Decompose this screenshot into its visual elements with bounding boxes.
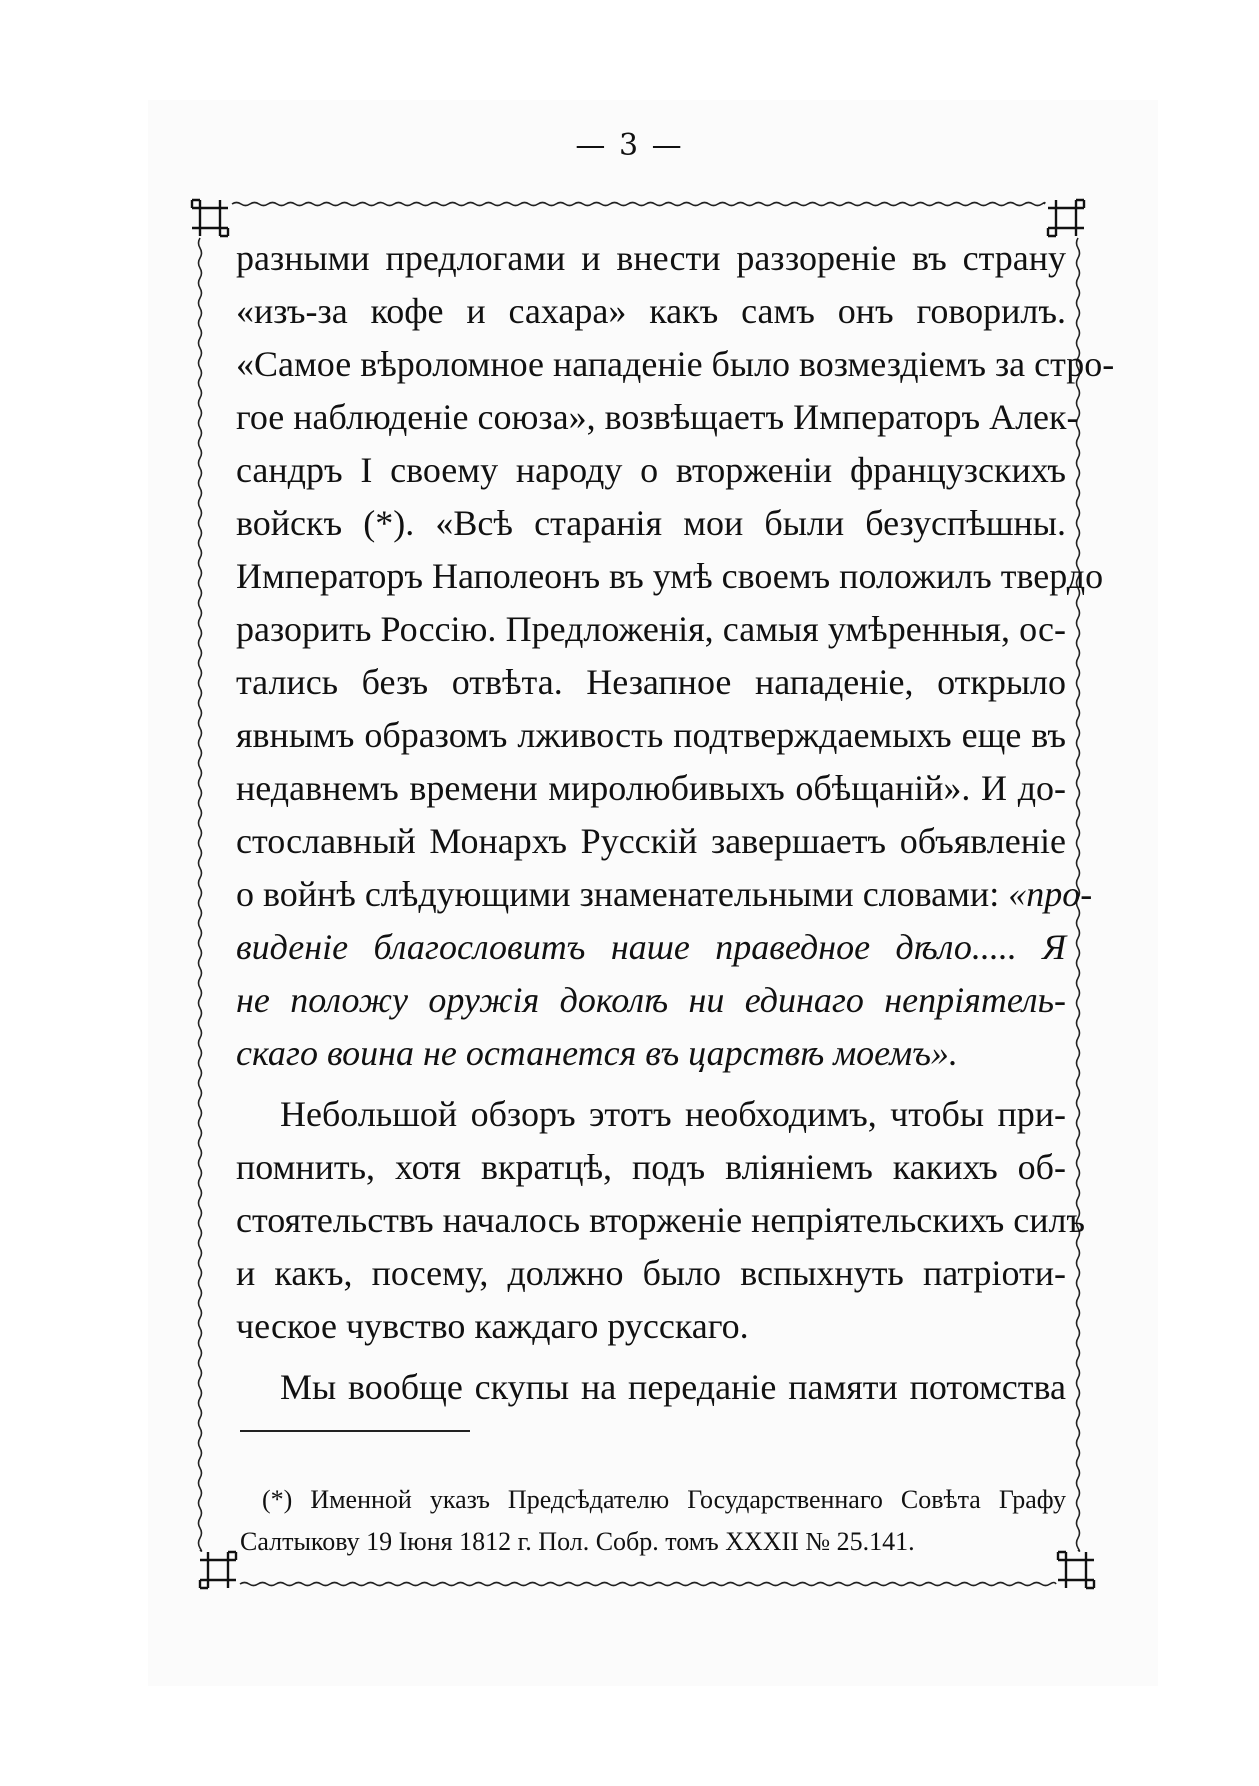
text-line: «Самое вѣроломное нападеніе было возмездіемъ за стро- xyxy=(236,344,1115,384)
corner-ornament-bottom-left xyxy=(200,1552,236,1588)
footnote-line: Салтыкову 19 Іюня 1812 г. Пол. Собр. томъ XXXII № 25.141. xyxy=(240,1527,915,1556)
text-line: и какъ, посему, должно было вспыхнуть патріоти- xyxy=(236,1253,1066,1293)
text-line: Императоръ Наполеонъ въ умѣ своемъ положилъ твердо xyxy=(236,556,1104,596)
text-line: явнымъ образомъ лживость подтверждаемыхъ еще въ xyxy=(236,715,1066,755)
border-wave-left xyxy=(199,238,202,1551)
footnote-line: (*) Именной указъ Предсѣдателю Государственнаго Совѣта Графу xyxy=(262,1485,1066,1514)
text-line: разорить Россію. Предложенія, самыя умѣренныя, ос- xyxy=(236,609,1066,649)
page-number: — 3 — xyxy=(575,128,684,163)
text-line-italic: скаго воина не останется въ царствѣ моемъ». xyxy=(236,1033,958,1073)
text-line: стославный Монархъ Русскій завершаетъ объявленіе xyxy=(236,821,1066,861)
text-line: войскъ (*). «Всѣ старанія мои были безуспѣшны. xyxy=(236,503,1066,543)
paragraph-start: Мы вообще скупы на переданіе памяти потомства xyxy=(280,1367,1066,1407)
text-line: сандръ I своему народу о вторженіи французскихъ xyxy=(236,450,1066,490)
text-line: стоятельствъ началось вторженіе непріятельскихъ силъ xyxy=(236,1200,1086,1240)
text-line-italic: не положу оружія доколѣ ни единаго непріятель- xyxy=(236,980,1066,1020)
text-line: тались безъ отвѣта. Незапное нападеніе, открыло xyxy=(236,662,1066,702)
text-line: о войнѣ слѣдующими знаменательными словами: «про- xyxy=(236,874,1093,914)
border-wave-bottom xyxy=(240,1583,1056,1586)
text-line: «изъ-за кофе и сахара» какъ самъ онъ говорилъ. xyxy=(236,291,1066,331)
text-line: недавнемъ времени миролюбивыхъ обѣщаній». И до- xyxy=(236,768,1066,808)
footnote-rule xyxy=(240,1430,470,1432)
corner-ornament-top-left xyxy=(192,200,228,236)
text-line: помнить, хотя вкратцѣ, подъ вліяніемъ какихъ об- xyxy=(236,1147,1066,1187)
text-line: ческое чувство каждаго русскаго. xyxy=(236,1306,749,1346)
text-line-italic: виденіе благословитъ наше праведное дѣло..... Я xyxy=(236,927,1066,967)
corner-ornament-top-right xyxy=(1048,200,1084,236)
text-line: разными предлогами и внести раззореніе въ страну xyxy=(236,238,1066,278)
text-line: гое наблюденіе союза», возвѣщаетъ Императоръ Алек- xyxy=(236,397,1079,437)
border-wave-top xyxy=(232,203,1045,206)
paragraph-start: Небольшой обзоръ этотъ необходимъ, чтобы при- xyxy=(280,1094,1066,1134)
